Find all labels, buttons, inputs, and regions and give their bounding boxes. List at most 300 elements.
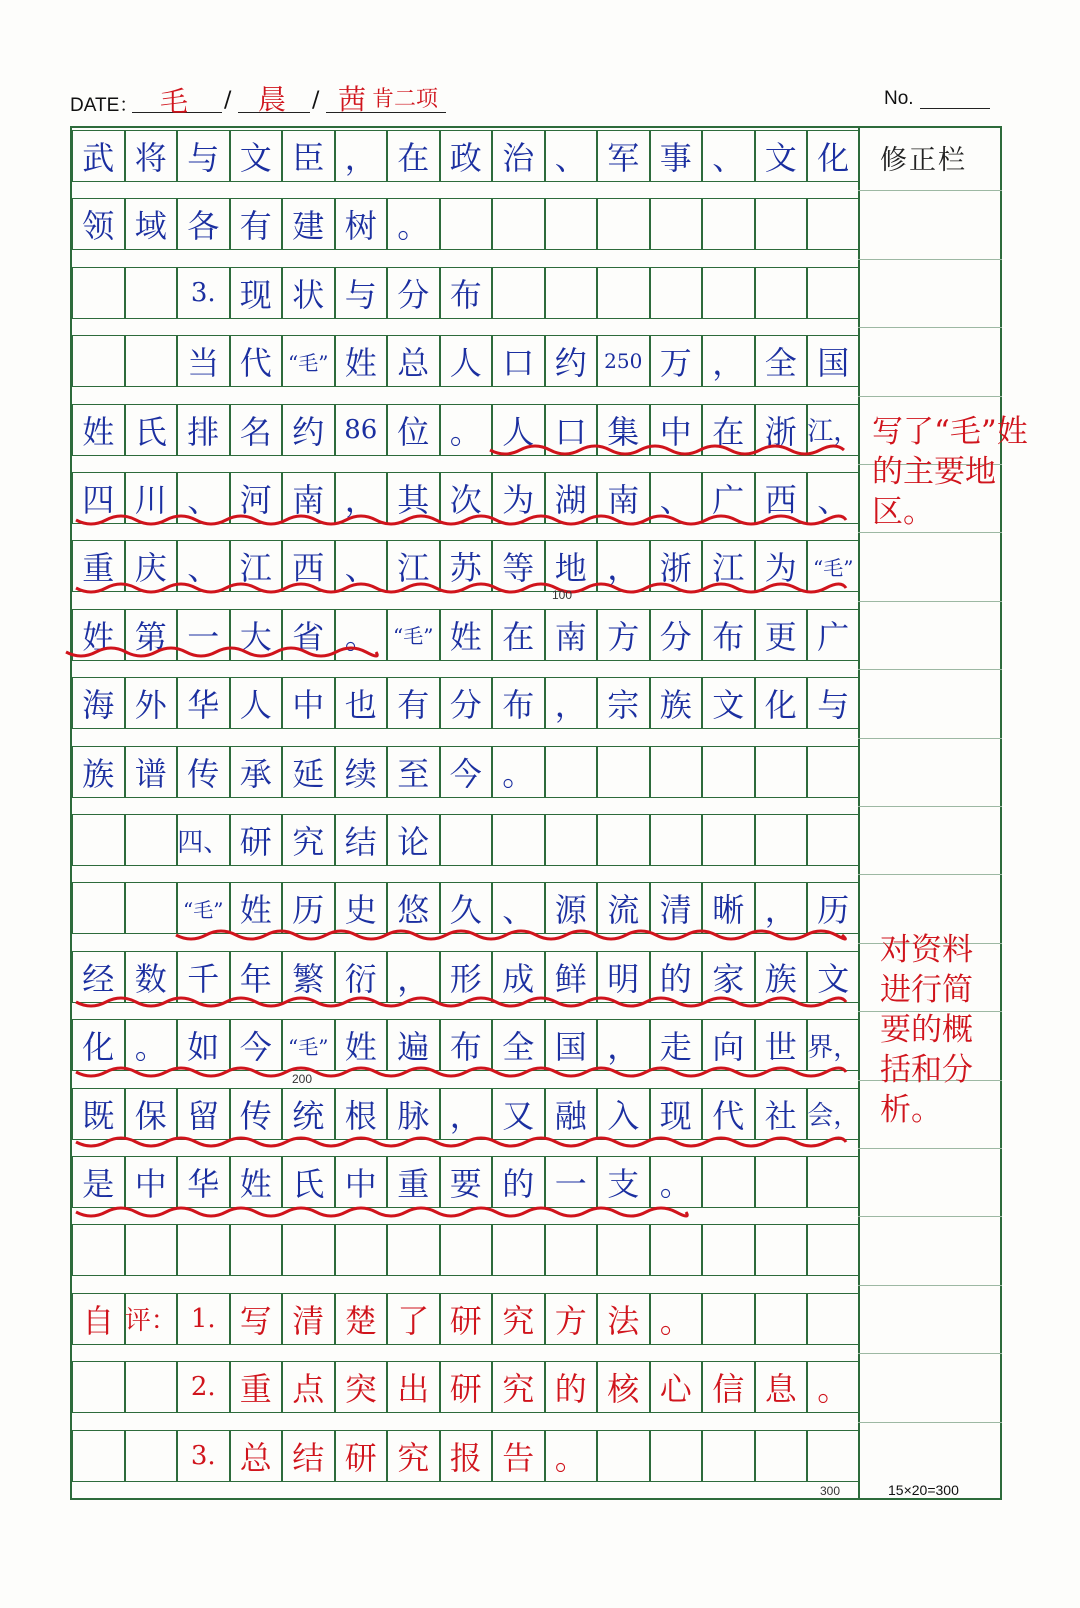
grid-cell [545, 746, 598, 798]
grid-cell: 留 [177, 1088, 230, 1140]
correction-column-rule [858, 1148, 1002, 1149]
grid-cell: 如 [177, 1019, 230, 1071]
grid-cell: 。 [492, 746, 545, 798]
grid-cell [492, 1224, 545, 1276]
grid-cell [72, 1224, 125, 1276]
grid-row [72, 1156, 860, 1208]
grid-row [72, 677, 860, 729]
grid-cell: 。 [440, 404, 493, 456]
grid-cell: 脉 [387, 1088, 440, 1140]
grid-cell: 化 [807, 130, 860, 182]
grid-cell: 、 [545, 130, 598, 182]
grid-cell: 湖 [545, 472, 598, 524]
grid-cell [125, 882, 178, 934]
grid-row [72, 198, 860, 250]
grid-cell: 与 [177, 130, 230, 182]
grid-cell: 全 [755, 335, 808, 387]
grid-cell: 姓 [72, 609, 125, 661]
grid-cell: “毛” [177, 882, 230, 934]
grid-cell: 中 [125, 1156, 178, 1208]
correction-column-rule [858, 601, 1002, 602]
grid-cell: 口 [545, 404, 598, 456]
grid-cell [755, 746, 808, 798]
grid-cell: 结 [335, 814, 388, 866]
grid-cell [545, 267, 598, 319]
grid-cell: 人 [492, 404, 545, 456]
grid-cell: 方 [597, 609, 650, 661]
grid-cell: 江， [807, 404, 860, 456]
grid-cell: 今 [440, 746, 493, 798]
grid-cell: 第 [125, 609, 178, 661]
grid-cell: 一 [177, 609, 230, 661]
grid-cell [755, 198, 808, 250]
grid-cell: 究 [492, 1293, 545, 1345]
grid-cell: 代 [230, 335, 283, 387]
grid-cell: 研 [335, 1430, 388, 1482]
grid-cell: 中 [282, 677, 335, 729]
grid-cell: 谱 [125, 746, 178, 798]
date-hand-3: 茜 [338, 83, 367, 116]
grid-cell: 悠 [387, 882, 440, 934]
date-label: DATE： [70, 95, 139, 116]
grid-cell [387, 1224, 440, 1276]
grid-cell: 遍 [387, 1019, 440, 1071]
grid-cell: 总 [387, 335, 440, 387]
grid-cell [125, 1430, 178, 1482]
grid-cell: 社 [755, 1088, 808, 1140]
grid-cell [702, 814, 755, 866]
char-count-100: 100 [552, 588, 573, 602]
grid-cell: 省 [282, 609, 335, 661]
grid-cell: 江 [387, 540, 440, 592]
grid-cell: 评： [125, 1293, 178, 1345]
grid-row [72, 882, 860, 934]
grid-cell: 在 [702, 404, 755, 456]
grid-cell: 数 [125, 951, 178, 1003]
correction-column-rule [858, 1353, 1002, 1354]
grid-cell: “毛” [387, 609, 440, 661]
grid-cell: 海 [72, 677, 125, 729]
grid-cell: ， [335, 130, 388, 182]
grid-cell: 2. [177, 1361, 230, 1413]
grid-cell: 有 [230, 198, 283, 250]
margin-note-2: 对资料 进行简 要的概 括和分 析。 [880, 932, 973, 1128]
grid-cell: 又 [492, 1088, 545, 1140]
grid-cell: 86 [335, 404, 388, 456]
grid-cell [597, 198, 650, 250]
grid-cell: 排 [177, 404, 230, 456]
grid-cell: 、 [177, 540, 230, 592]
grid-cell: 与 [335, 267, 388, 319]
grid-cell: 千 [177, 951, 230, 1003]
grid-cell [650, 746, 703, 798]
grid-cell: 。 [650, 1156, 703, 1208]
char-count-200: 200 [292, 1072, 313, 1086]
grid-cell: “毛” [282, 1019, 335, 1071]
grid-cell: 家 [702, 951, 755, 1003]
grid-cell: 南 [597, 472, 650, 524]
grid-cell: 延 [282, 746, 335, 798]
grid-cell [440, 1224, 493, 1276]
grid-cell: 250 [597, 335, 650, 387]
char-count-300: 300 [820, 1484, 841, 1498]
grid-cell: ， [545, 677, 598, 729]
grid-cell: 究 [282, 814, 335, 866]
grid-cell: 口 [492, 335, 545, 387]
grid-cell [702, 267, 755, 319]
grid-cell: 研 [440, 1361, 493, 1413]
grid-cell: 当 [177, 335, 230, 387]
grid-cell: 要 [440, 1156, 493, 1208]
grid-cell: 、 [177, 472, 230, 524]
grid-cell: 今 [230, 1019, 283, 1071]
grid-cell: 、 [702, 130, 755, 182]
grid-cell: 1. [177, 1293, 230, 1345]
grid-cell [807, 1430, 860, 1482]
grid-cell: 广 [807, 609, 860, 661]
date-slash-1: / [224, 88, 232, 113]
grid-cell: 四、 [177, 814, 230, 866]
date-hand-1: 毛 [160, 85, 189, 118]
grid-cell: 氏 [125, 404, 178, 456]
grid-cell [807, 1156, 860, 1208]
grid-cell: 3. [177, 1430, 230, 1482]
grid-cell: “毛” [282, 335, 335, 387]
correction-column-rule [858, 190, 1002, 191]
grid-cell: 既 [72, 1088, 125, 1140]
grid-cell: 分 [387, 267, 440, 319]
grid-cell: 氏 [282, 1156, 335, 1208]
grid-cell [807, 814, 860, 866]
grid-cell [755, 267, 808, 319]
grid-cell: 一 [545, 1156, 598, 1208]
grid-cell [492, 267, 545, 319]
grid-cell: 布 [702, 609, 755, 661]
grid-cell [492, 198, 545, 250]
correction-column [858, 126, 1002, 1500]
grid-cell: 宗 [597, 677, 650, 729]
grid-cell: 写 [230, 1293, 283, 1345]
grid-cell: 保 [125, 1088, 178, 1140]
grid-cell: 臣 [282, 130, 335, 182]
grid-row [72, 267, 860, 319]
grid-cell: 、 [492, 882, 545, 934]
grid-cell [702, 198, 755, 250]
correction-column-rule [858, 874, 1002, 875]
grid-cell: 史 [335, 882, 388, 934]
grid-cell: 方 [545, 1293, 598, 1345]
grid-cell: 。 [387, 198, 440, 250]
grid-row [72, 1430, 860, 1482]
grid-cell [755, 1430, 808, 1482]
grid-cell: 的 [492, 1156, 545, 1208]
grid-cell: 文 [807, 951, 860, 1003]
grid-row [72, 540, 860, 592]
grid-cell: 息 [755, 1361, 808, 1413]
grid-cell: 楚 [335, 1293, 388, 1345]
grid-cell: 文 [755, 130, 808, 182]
correction-column-rule [858, 327, 1002, 328]
grid-cell: 融 [545, 1088, 598, 1140]
grid-cell: 结 [282, 1430, 335, 1482]
correction-column-rule [858, 1216, 1002, 1217]
grid-cell: 南 [282, 472, 335, 524]
grid-cell: 政 [440, 130, 493, 182]
grid-cell: ， [387, 951, 440, 1003]
grid-cell: 重 [72, 540, 125, 592]
grid-cell: 姓 [230, 882, 283, 934]
correction-column-rule [858, 1285, 1002, 1286]
grid-cell [597, 267, 650, 319]
grid-cell: ， [755, 882, 808, 934]
grid-cell: 究 [387, 1430, 440, 1482]
grid-cell: 究 [492, 1361, 545, 1413]
grid-cell: 化 [755, 677, 808, 729]
grid-cell: 事 [650, 130, 703, 182]
grid-cell: 姓 [335, 1019, 388, 1071]
grid-cell: 总 [230, 1430, 283, 1482]
grid-cell: 是 [72, 1156, 125, 1208]
grid-cell: 了 [387, 1293, 440, 1345]
grid-cell [755, 1293, 808, 1345]
grid-cell: 次 [440, 472, 493, 524]
grid-cell: 四 [72, 472, 125, 524]
grid-cell: 、 [650, 472, 703, 524]
grid-cell: 江 [230, 540, 283, 592]
grid-cell [335, 1224, 388, 1276]
grid-cell: 繁 [282, 951, 335, 1003]
date-slash-2: / [312, 88, 320, 113]
date-hand-2: 晨 [258, 83, 287, 116]
grid-cell: 支 [597, 1156, 650, 1208]
correction-column-rule [858, 738, 1002, 739]
grid-cell [597, 814, 650, 866]
grid-cell: 、 [335, 540, 388, 592]
grid-cell [807, 267, 860, 319]
grid-cell [125, 335, 178, 387]
grid-cell [72, 267, 125, 319]
grid-cell: 族 [755, 951, 808, 1003]
grid-row [72, 404, 860, 456]
grid-cell [650, 267, 703, 319]
grid-cell: 鲜 [545, 951, 598, 1003]
grid-cell: 法 [597, 1293, 650, 1345]
grid-cell: 姓 [440, 609, 493, 661]
grid-cell [545, 198, 598, 250]
grid-cell: 论 [387, 814, 440, 866]
grid-cell [650, 1224, 703, 1276]
no-label: No. [884, 88, 914, 109]
grid-cell: 分 [440, 677, 493, 729]
grid-cell: 走 [650, 1019, 703, 1071]
grid-cell: 华 [177, 677, 230, 729]
grid-cell: 衍 [335, 951, 388, 1003]
grid-row [72, 746, 860, 798]
grid-cell: 广 [702, 472, 755, 524]
grid-cell: 西 [282, 540, 335, 592]
grid-cell: 告 [492, 1430, 545, 1482]
grid-cell [597, 1224, 650, 1276]
grid-cell: 分 [650, 609, 703, 661]
correction-column-rule [858, 396, 1002, 397]
grid-cell: 领 [72, 198, 125, 250]
grid-cell [755, 1224, 808, 1276]
grid-cell: 外 [125, 677, 178, 729]
grid-cell: 治 [492, 130, 545, 182]
grid-cell [282, 1224, 335, 1276]
grid-cell: 。 [545, 1430, 598, 1482]
grid-cell: 。 [650, 1293, 703, 1345]
grid-cell: 信 [702, 1361, 755, 1413]
grid-cell: 成 [492, 951, 545, 1003]
grid-cell: 续 [335, 746, 388, 798]
grid-cell: 自 [72, 1293, 125, 1345]
grid-cell [702, 1430, 755, 1482]
grid-cell: 全 [492, 1019, 545, 1071]
grid-cell [650, 1430, 703, 1482]
correction-column-rule [858, 806, 1002, 807]
grid-cell: 集 [597, 404, 650, 456]
grid-cell: 域 [125, 198, 178, 250]
grid-cell: 的 [650, 951, 703, 1003]
grid-cell: 清 [650, 882, 703, 934]
grid-cell: 姓 [230, 1156, 283, 1208]
grid-cell: 现 [650, 1088, 703, 1140]
grid-cell: 突 [335, 1361, 388, 1413]
grid-cell: 状 [282, 267, 335, 319]
correction-column-rule [858, 1422, 1002, 1423]
grid-cell: 姓 [72, 404, 125, 456]
grid-cell: 晰 [702, 882, 755, 934]
grid-spec: 15×20=300 [888, 1482, 959, 1498]
grid-cell: 姓 [335, 335, 388, 387]
grid-cell [807, 198, 860, 250]
grid-cell: 各 [177, 198, 230, 250]
grid-cell [650, 814, 703, 866]
grid-cell: 文 [230, 130, 283, 182]
grid-row [72, 951, 860, 1003]
grid-row [72, 1224, 860, 1276]
grid-cell [72, 1430, 125, 1482]
grid-cell: 名 [230, 404, 283, 456]
grid-cell: 在 [387, 130, 440, 182]
grid-cell: 文 [702, 677, 755, 729]
grid-cell: 研 [230, 814, 283, 866]
grid-cell: 苏 [440, 540, 493, 592]
grid-cell: 庆 [125, 540, 178, 592]
grid-cell [72, 1361, 125, 1413]
grid-cell: 。 [125, 1019, 178, 1071]
grid-cell: 华 [177, 1156, 230, 1208]
grid-cell: 流 [597, 882, 650, 934]
grid-cell: ， [440, 1088, 493, 1140]
grid-cell: 将 [125, 130, 178, 182]
grid-cell: 历 [807, 882, 860, 934]
grid-cell: 族 [72, 746, 125, 798]
grid-cell: 其 [387, 472, 440, 524]
grid-cell: 树 [335, 198, 388, 250]
grid-cell: 位 [387, 404, 440, 456]
grid-cell [72, 814, 125, 866]
grid-cell: 的 [545, 1361, 598, 1413]
grid-cell: 西 [755, 472, 808, 524]
grid-cell: 、 [807, 472, 860, 524]
grid-cell: 。 [807, 1361, 860, 1413]
grid-cell: 世 [755, 1019, 808, 1071]
grid-row [72, 472, 860, 524]
grid-cell: 3. [177, 267, 230, 319]
grid-cell: 代 [702, 1088, 755, 1140]
grid-cell: 为 [755, 540, 808, 592]
grid-row [72, 130, 860, 182]
grid-cell: 布 [440, 267, 493, 319]
grid-cell: 河 [230, 472, 283, 524]
grid-cell: 大 [230, 609, 283, 661]
grid-cell: 点 [282, 1361, 335, 1413]
margin-note-1: 写了“毛”姓 的主要地 区。 [872, 414, 1028, 530]
grid-row [72, 1019, 860, 1071]
grid-cell [650, 198, 703, 250]
grid-cell [597, 746, 650, 798]
grid-cell: 更 [755, 609, 808, 661]
grid-cell [702, 1156, 755, 1208]
grid-cell: 重 [387, 1156, 440, 1208]
grid-cell: 人 [440, 335, 493, 387]
grid-cell: 也 [335, 677, 388, 729]
grid-cell: 形 [440, 951, 493, 1003]
grid-cell: 久 [440, 882, 493, 934]
grid-cell: 人 [230, 677, 283, 729]
grid-cell [125, 267, 178, 319]
grid-cell [702, 746, 755, 798]
grid-cell: 与 [807, 677, 860, 729]
grid-cell: 国 [807, 335, 860, 387]
grid-cell: 浙 [755, 404, 808, 456]
grid-cell [807, 1224, 860, 1276]
grid-cell: 建 [282, 198, 335, 250]
grid-cell: 地 [545, 540, 598, 592]
grid-cell [125, 814, 178, 866]
grid-cell: 核 [597, 1361, 650, 1413]
grid-cell [702, 1224, 755, 1276]
grid-cell: ， [335, 472, 388, 524]
grid-cell: 南 [545, 609, 598, 661]
grid-cell [807, 1293, 860, 1345]
grid-cell: 经 [72, 951, 125, 1003]
grid-cell: 传 [230, 1088, 283, 1140]
grid-cell: 为 [492, 472, 545, 524]
grid-cell: 入 [597, 1088, 650, 1140]
grid-cell: 心 [650, 1361, 703, 1413]
grid-cell: 至 [387, 746, 440, 798]
grid-cell: 化 [72, 1019, 125, 1071]
grid-cell: 国 [545, 1019, 598, 1071]
grid-row [72, 1361, 860, 1413]
grid-cell: 在 [492, 609, 545, 661]
grid-row [72, 609, 860, 661]
grid-cell: 向 [702, 1019, 755, 1071]
grid-cell: 年 [230, 951, 283, 1003]
grid-cell: 江 [702, 540, 755, 592]
grid-cell: 界， [807, 1019, 860, 1071]
grid-cell: 布 [492, 677, 545, 729]
grid-cell [807, 746, 860, 798]
grid-cell: 中 [335, 1156, 388, 1208]
grid-cell: ， [597, 540, 650, 592]
grid-cell: “毛” [807, 540, 860, 592]
grid-row [72, 335, 860, 387]
grid-cell: 武 [72, 130, 125, 182]
